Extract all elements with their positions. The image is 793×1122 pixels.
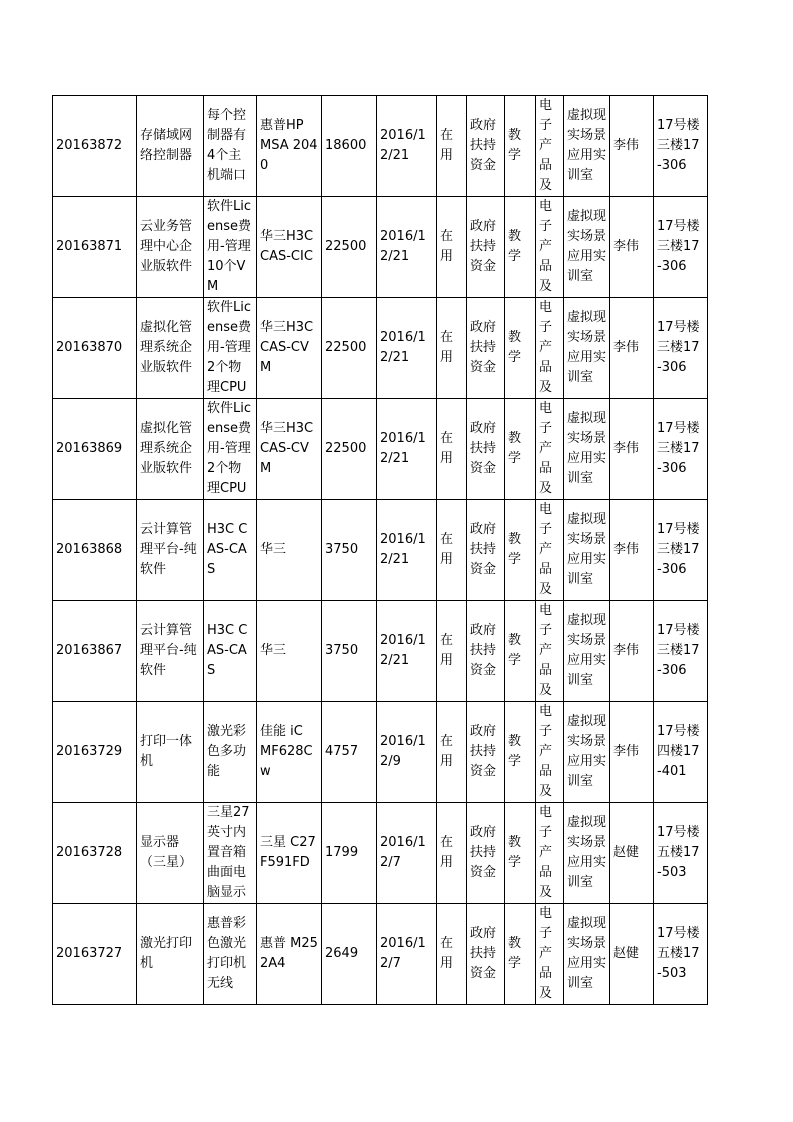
cell-status: 在用 xyxy=(437,96,467,197)
cell-model: 华三H3C CAS-CVM xyxy=(257,298,322,399)
cell-date: 2016/12/21 xyxy=(377,399,437,500)
cell-date: 2016/12/21 xyxy=(377,96,437,197)
cell-room: 虚拟现实场景应用实训室 xyxy=(564,197,610,298)
cell-room: 虚拟现实场景应用实训室 xyxy=(564,904,610,1005)
cell-location: 17号楼四楼17-401 xyxy=(654,702,708,803)
cell-model: 华三 xyxy=(257,500,322,601)
cell-id: 20163868 xyxy=(53,500,137,601)
cell-room: 虚拟现实场景应用实训室 xyxy=(564,803,610,904)
cell-name: 云计算管理平台-纯软件 xyxy=(137,500,204,601)
cell-name: 打印一体机 xyxy=(137,702,204,803)
cell-spec: 惠普彩色激光打印机无线 xyxy=(204,904,257,1005)
cell-category: 电子产品及 xyxy=(536,601,564,702)
cell-price: 18600 xyxy=(322,96,377,197)
cell-keeper: 李伟 xyxy=(610,399,654,500)
cell-category: 电子产品及 xyxy=(536,197,564,298)
cell-category: 电子产品及 xyxy=(536,298,564,399)
cell-keeper: 赵健 xyxy=(610,803,654,904)
table-row xyxy=(53,96,708,197)
cell-category: 电子产品及 xyxy=(536,702,564,803)
cell-fund: 政府扶持资金 xyxy=(467,96,505,197)
cell-date: 2016/12/7 xyxy=(377,803,437,904)
cell-fund: 政府扶持资金 xyxy=(467,601,505,702)
cell-fund: 政府扶持资金 xyxy=(467,803,505,904)
cell-use: 教学 xyxy=(505,904,536,1005)
cell-spec: 每个控制器有4个主机端口 xyxy=(204,96,257,197)
cell-fund: 政府扶持资金 xyxy=(467,197,505,298)
cell-status: 在用 xyxy=(437,803,467,904)
cell-room: 虚拟现实场景应用实训室 xyxy=(564,702,610,803)
cell-name: 显示器（三星） xyxy=(137,803,204,904)
cell-price: 22500 xyxy=(322,197,377,298)
cell-id: 20163872 xyxy=(53,96,137,197)
cell-price: 2649 xyxy=(322,904,377,1005)
cell-fund: 政府扶持资金 xyxy=(467,904,505,1005)
cell-price: 22500 xyxy=(322,399,377,500)
cell-status: 在用 xyxy=(437,500,467,601)
cell-category: 电子产品及 xyxy=(536,803,564,904)
cell-category: 电子产品及 xyxy=(536,96,564,197)
cell-name: 虚拟化管理系统企业版软件 xyxy=(137,298,204,399)
cell-price: 4757 xyxy=(322,702,377,803)
cell-model: 三星 C27F591FD xyxy=(257,803,322,904)
cell-date: 2016/12/21 xyxy=(377,197,437,298)
cell-use: 教学 xyxy=(505,702,536,803)
cell-name: 云业务管理中心企业版软件 xyxy=(137,197,204,298)
table-row xyxy=(53,904,708,1005)
table-row xyxy=(53,500,708,601)
table-row xyxy=(53,702,708,803)
cell-room: 虚拟现实场景应用实训室 xyxy=(564,298,610,399)
cell-id: 20163867 xyxy=(53,601,137,702)
cell-date: 2016/12/21 xyxy=(377,601,437,702)
cell-location: 17号楼五楼17-503 xyxy=(654,803,708,904)
cell-name: 云计算管理平台-纯软件 xyxy=(137,601,204,702)
cell-spec: H3C CAS-CAS xyxy=(204,500,257,601)
cell-model: 华三H3C CAS-CVM xyxy=(257,399,322,500)
cell-spec: 软件License费用-管理10个VM xyxy=(204,197,257,298)
table-row xyxy=(53,803,708,904)
cell-spec: 软件License费用-管理2个物理CPU xyxy=(204,298,257,399)
cell-use: 教学 xyxy=(505,197,536,298)
cell-use: 教学 xyxy=(505,399,536,500)
cell-status: 在用 xyxy=(437,601,467,702)
cell-room: 虚拟现实场景应用实训室 xyxy=(564,601,610,702)
cell-model: 佳能 iC MF628Cw xyxy=(257,702,322,803)
cell-date: 2016/12/7 xyxy=(377,904,437,1005)
cell-status: 在用 xyxy=(437,298,467,399)
cell-price: 22500 xyxy=(322,298,377,399)
cell-id: 20163870 xyxy=(53,298,137,399)
cell-date: 2016/12/9 xyxy=(377,702,437,803)
cell-fund: 政府扶持资金 xyxy=(467,500,505,601)
cell-spec: 激光彩色多功能 xyxy=(204,702,257,803)
cell-use: 教学 xyxy=(505,500,536,601)
cell-status: 在用 xyxy=(437,197,467,298)
cell-status: 在用 xyxy=(437,399,467,500)
cell-status: 在用 xyxy=(437,904,467,1005)
cell-keeper: 李伟 xyxy=(610,298,654,399)
cell-room: 虚拟现实场景应用实训室 xyxy=(564,399,610,500)
cell-keeper: 李伟 xyxy=(610,96,654,197)
cell-category: 电子产品及 xyxy=(536,500,564,601)
table-row xyxy=(53,298,708,399)
cell-date: 2016/12/21 xyxy=(377,500,437,601)
asset-table xyxy=(52,95,708,1005)
table-row xyxy=(53,197,708,298)
cell-location: 17号楼三楼17-306 xyxy=(654,399,708,500)
cell-keeper: 李伟 xyxy=(610,601,654,702)
cell-location: 17号楼三楼17-306 xyxy=(654,601,708,702)
cell-use: 教学 xyxy=(505,601,536,702)
cell-model: 惠普 M252A4 xyxy=(257,904,322,1005)
cell-name: 存储域网络控制器 xyxy=(137,96,204,197)
cell-location: 17号楼五楼17-503 xyxy=(654,904,708,1005)
cell-keeper: 李伟 xyxy=(610,500,654,601)
cell-spec: 三星27英寸内置音箱曲面电脑显示 xyxy=(204,803,257,904)
cell-id: 20163869 xyxy=(53,399,137,500)
cell-fund: 政府扶持资金 xyxy=(467,702,505,803)
cell-category: 电子产品及 xyxy=(536,399,564,500)
cell-fund: 政府扶持资金 xyxy=(467,298,505,399)
table-row xyxy=(53,601,708,702)
cell-model: 华三 xyxy=(257,601,322,702)
cell-keeper: 李伟 xyxy=(610,197,654,298)
cell-id: 20163729 xyxy=(53,702,137,803)
cell-location: 17号楼三楼17-306 xyxy=(654,298,708,399)
cell-price: 1799 xyxy=(322,803,377,904)
cell-keeper: 李伟 xyxy=(610,702,654,803)
cell-model: 惠普HP MSA 2040 xyxy=(257,96,322,197)
cell-use: 教学 xyxy=(505,803,536,904)
cell-id: 20163728 xyxy=(53,803,137,904)
cell-id: 20163871 xyxy=(53,197,137,298)
cell-status: 在用 xyxy=(437,702,467,803)
cell-keeper: 赵健 xyxy=(610,904,654,1005)
cell-name: 激光打印机 xyxy=(137,904,204,1005)
cell-date: 2016/12/21 xyxy=(377,298,437,399)
cell-location: 17号楼三楼17-306 xyxy=(654,197,708,298)
cell-spec: H3C CAS-CAS xyxy=(204,601,257,702)
cell-price: 3750 xyxy=(322,601,377,702)
cell-room: 虚拟现实场景应用实训室 xyxy=(564,500,610,601)
cell-location: 17号楼三楼17-306 xyxy=(654,500,708,601)
table-row xyxy=(53,399,708,500)
cell-location: 17号楼三楼17-306 xyxy=(654,96,708,197)
cell-room: 虚拟现实场景应用实训室 xyxy=(564,96,610,197)
cell-model: 华三H3C CAS-CIC xyxy=(257,197,322,298)
cell-id: 20163727 xyxy=(53,904,137,1005)
cell-category: 电子产品及 xyxy=(536,904,564,1005)
cell-fund: 政府扶持资金 xyxy=(467,399,505,500)
cell-name: 虚拟化管理系统企业版软件 xyxy=(137,399,204,500)
cell-use: 教学 xyxy=(505,298,536,399)
cell-price: 3750 xyxy=(322,500,377,601)
cell-spec: 软件License费用-管理2个物理CPU xyxy=(204,399,257,500)
cell-use: 教学 xyxy=(505,96,536,197)
